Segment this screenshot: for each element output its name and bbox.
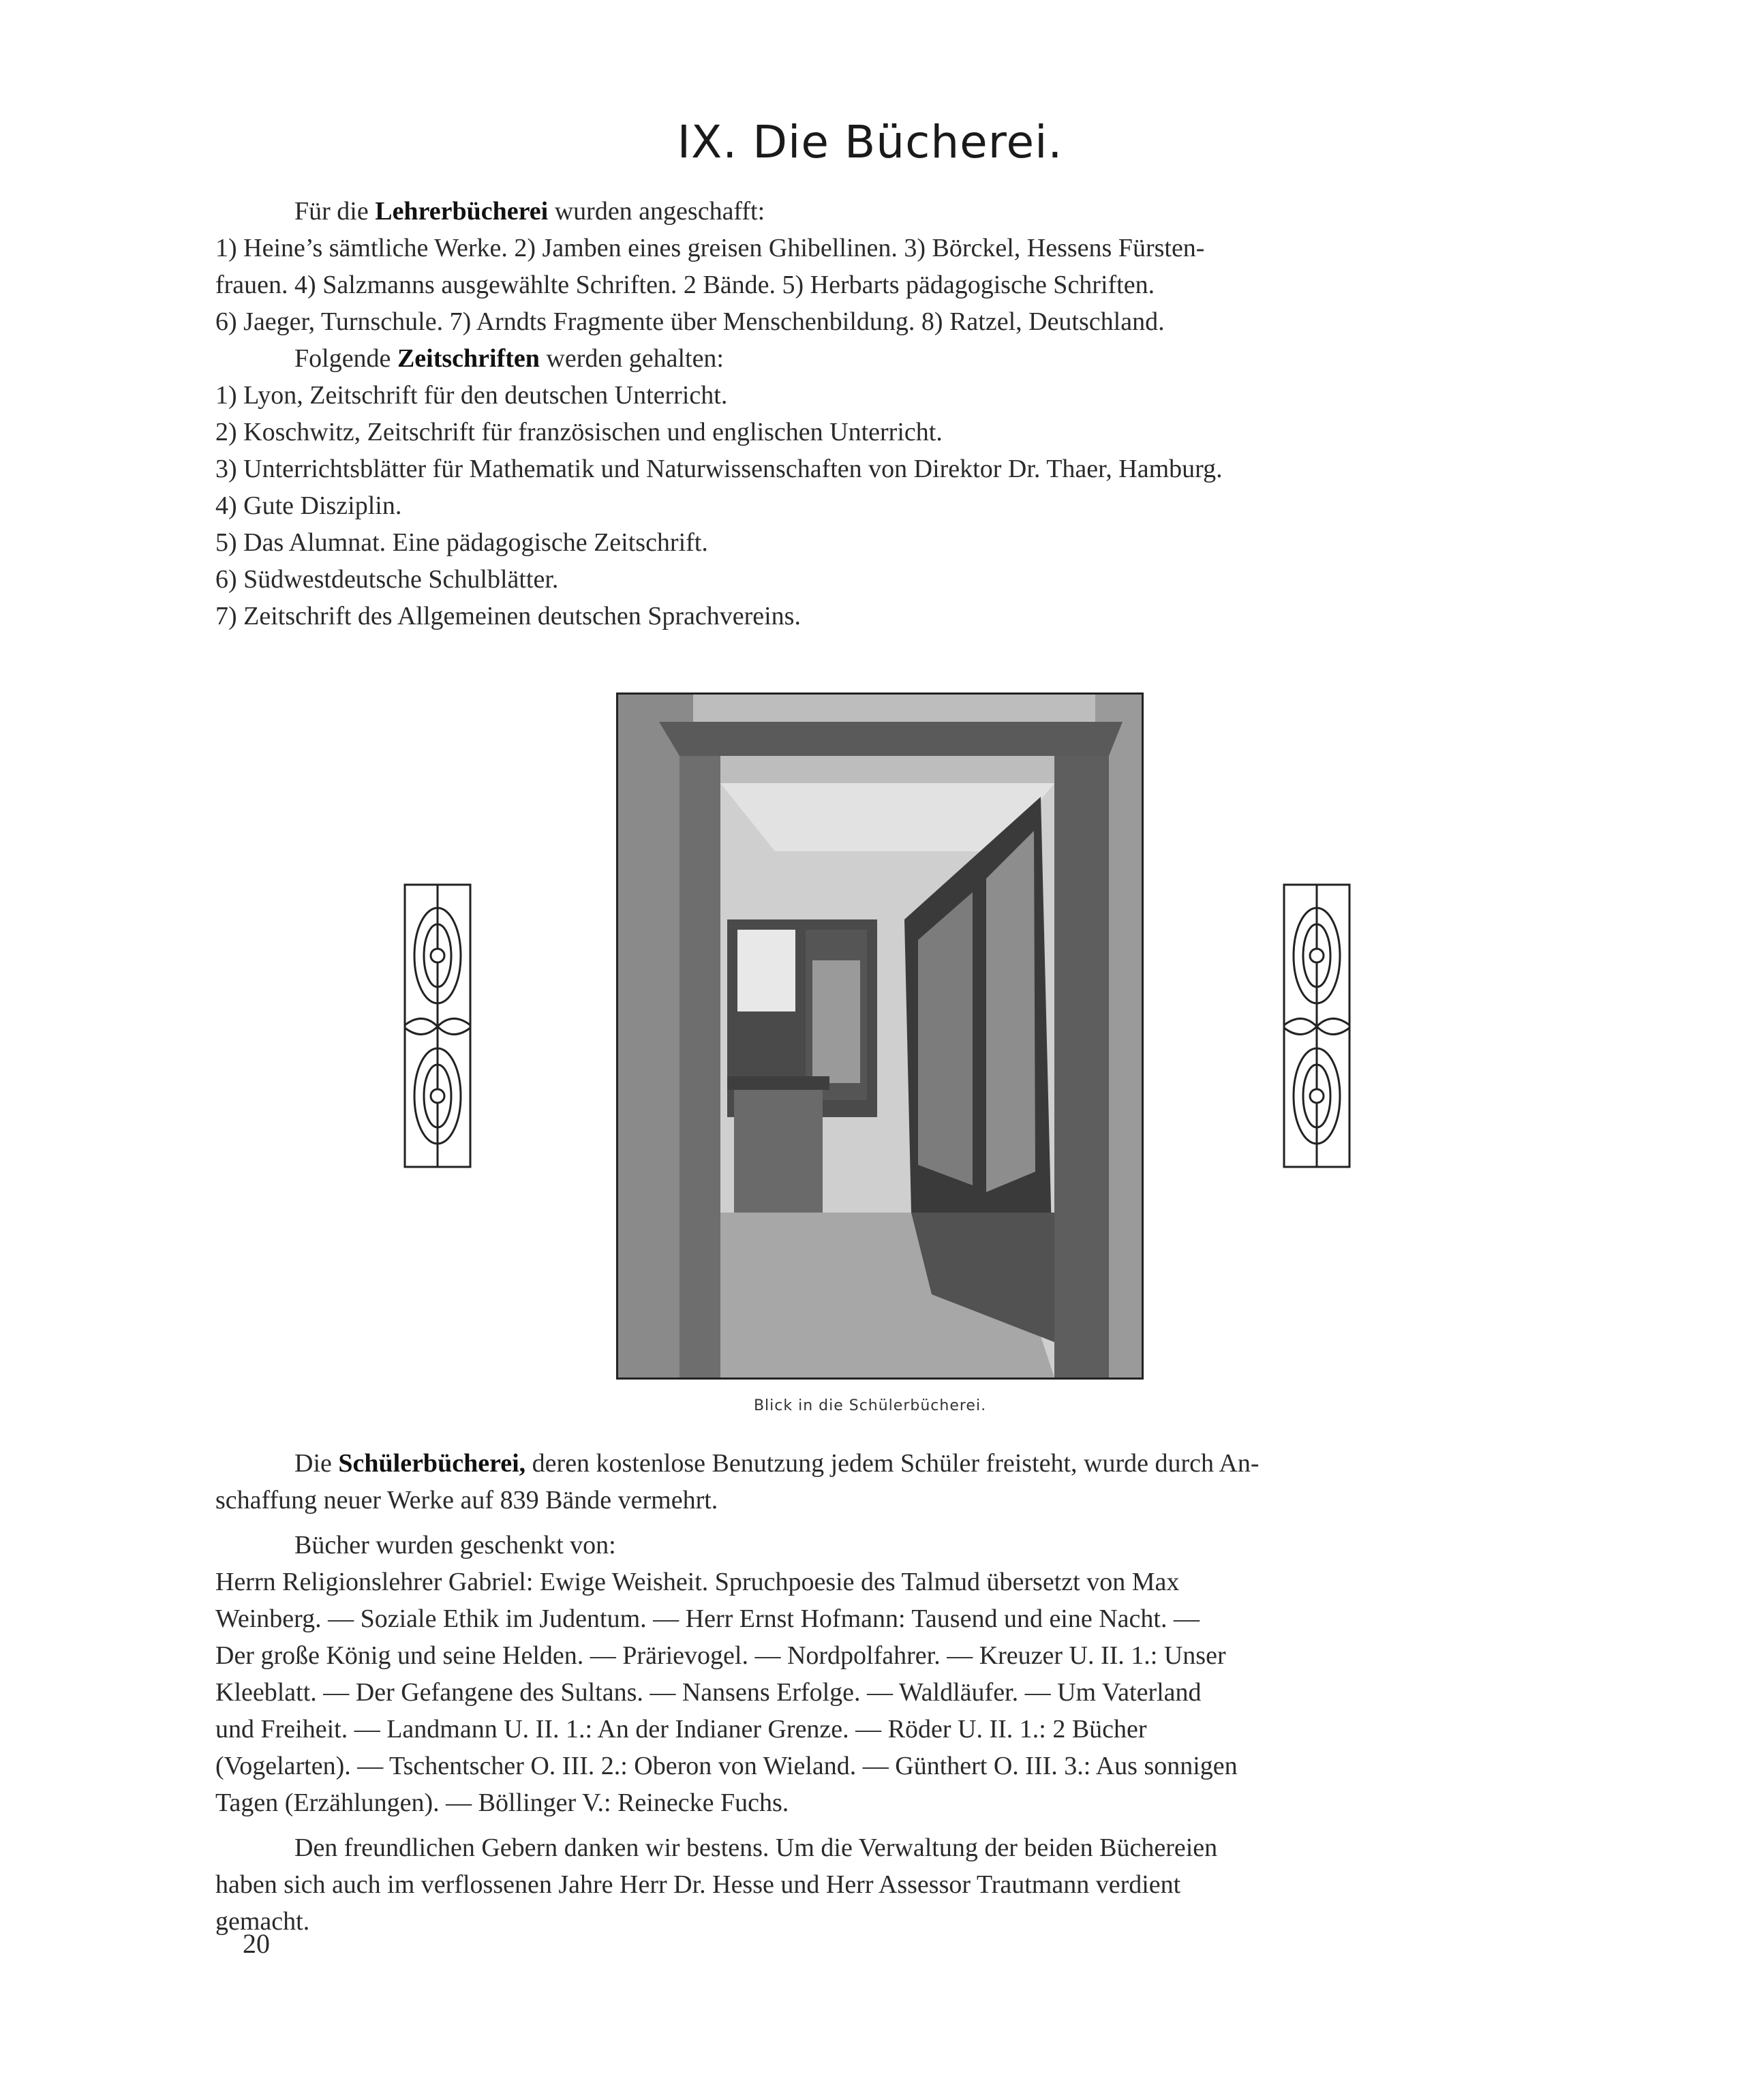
section-heading: IX. Die Bücherei.	[677, 116, 1063, 168]
schueler-line-1: Die Schülerbücherei, deren kostenlose Benutzung jedem Schüler freisteht, wurde durch An-	[294, 1449, 1260, 1478]
figure-caption: Blick in die Schülerbücherei.	[753, 1397, 987, 1414]
zeitschrift-item: 5) Das Alumnat. Eine pädagogische Zeitschrift.	[215, 528, 708, 557]
geschenke-line: Kleeblatt. — Der Gefangene des Sultans. — Nansens Erfolge. — Waldläufer. — Um Vaterland	[215, 1678, 1202, 1707]
lehrerbuecherei-intro: Für die Lehrerbücherei wurden angeschafft:	[294, 197, 765, 226]
dank-line: gemacht.	[215, 1907, 310, 1936]
library-photo-drawing	[618, 695, 1142, 1378]
geschenke-intro: Bücher wurden geschenkt von:	[294, 1531, 616, 1559]
dank-paragraph	[215, 1829, 1538, 1940]
ornament-right-icon	[1281, 882, 1352, 1170]
dank-line: Den freundlichen Gebern danken wir bestens. Um die Verwaltung der beiden Büchereien	[294, 1833, 1218, 1862]
dank-line: haben sich auch im verflossenen Jahre Herr Dr. Hesse und Herr Assessor Trautmann verdient	[215, 1870, 1181, 1899]
zeitschrift-item: 2) Koschwitz, Zeitschrift für französischen und englischen Unterricht.	[215, 418, 943, 446]
geschenke-line: und Freiheit. — Landmann U. II. 1.: An der Indianer Grenze. — Röder U. II. 1.: 2 Bücher	[215, 1715, 1147, 1744]
library-photo	[616, 693, 1144, 1380]
geschenke-list	[215, 1564, 1538, 1821]
lower-text-block	[215, 1445, 1538, 1940]
schuelerbuecherei-term: Schülerbücherei,	[338, 1449, 526, 1478]
ornament-left-icon	[402, 882, 473, 1170]
upper-text-block	[215, 193, 1538, 635]
schuelerbuecherei-paragraph	[215, 1445, 1538, 1519]
geschenke-line: (Vogelarten). — Tschentscher O. III. 2.: Oberon von Wieland. — Günthert O. III. 3.: Aus sonnigen	[215, 1752, 1238, 1780]
lehrer-line: 6) Jaeger, Turnschule. 7) Arndts Fragmente über Menschenbildung. 8) Ratzel, Deutschland.	[215, 307, 1165, 336]
zeitschrift-item: 3) Unterrichtsblätter für Mathematik und Naturwissenschaften von Direktor Dr. Thaer, Hamburg.	[215, 455, 1223, 483]
geschenke-line: Tagen (Erzählungen). — Böllinger V.: Reinecke Fuchs.	[215, 1789, 789, 1817]
geschenke-line: Der große König und seine Helden. — Prärievogel. — Nordpolfahrer. — Kreuzer U. II. 1.: Unser	[215, 1641, 1226, 1670]
geschenke-line: Herrn Religionslehrer Gabriel: Ewige Weisheit. Spruchpoesie des Talmud übersetzt von Max	[215, 1568, 1180, 1596]
zeitschrift-item: 4) Gute Disziplin.	[215, 491, 402, 520]
zeitschriften-intro: Folgende Zeitschriften werden gehalten:	[294, 344, 724, 373]
zeitschrift-item: 1) Lyon, Zeitschrift für den deutschen Unterricht.	[215, 381, 728, 410]
zeitschriften-term: Zeitschriften	[397, 344, 540, 373]
page-number: 20	[243, 1928, 270, 1959]
geschenke-line: Weinberg. — Soziale Ethik im Judentum. — Herr Ernst Hofmann: Tausend und eine Nacht. —	[215, 1604, 1200, 1633]
lehrer-line: 1) Heine’s sämtliche Werke. 2) Jamben eines greisen Ghibellinen. 3) Börckel, Hessens Fürsten-	[215, 234, 1205, 262]
zeitschrift-item: 7) Zeitschrift des Allgemeinen deutschen Sprachvereins.	[215, 602, 801, 630]
lehrer-line: frauen. 4) Salzmanns ausgewählte Schriften. 2 Bände. 5) Herbarts pädagogische Schriften.	[215, 271, 1155, 299]
zeitschriften-list	[215, 377, 1538, 635]
lehrerbuecherei-term: Lehrerbücherei	[375, 197, 549, 226]
schueler-line-2: schaffung neuer Werke auf 839 Bände vermehrt.	[215, 1486, 718, 1515]
zeitschrift-item: 6) Südwestdeutsche Schulblätter.	[215, 565, 559, 594]
lehrerbuecherei-list	[215, 230, 1538, 340]
